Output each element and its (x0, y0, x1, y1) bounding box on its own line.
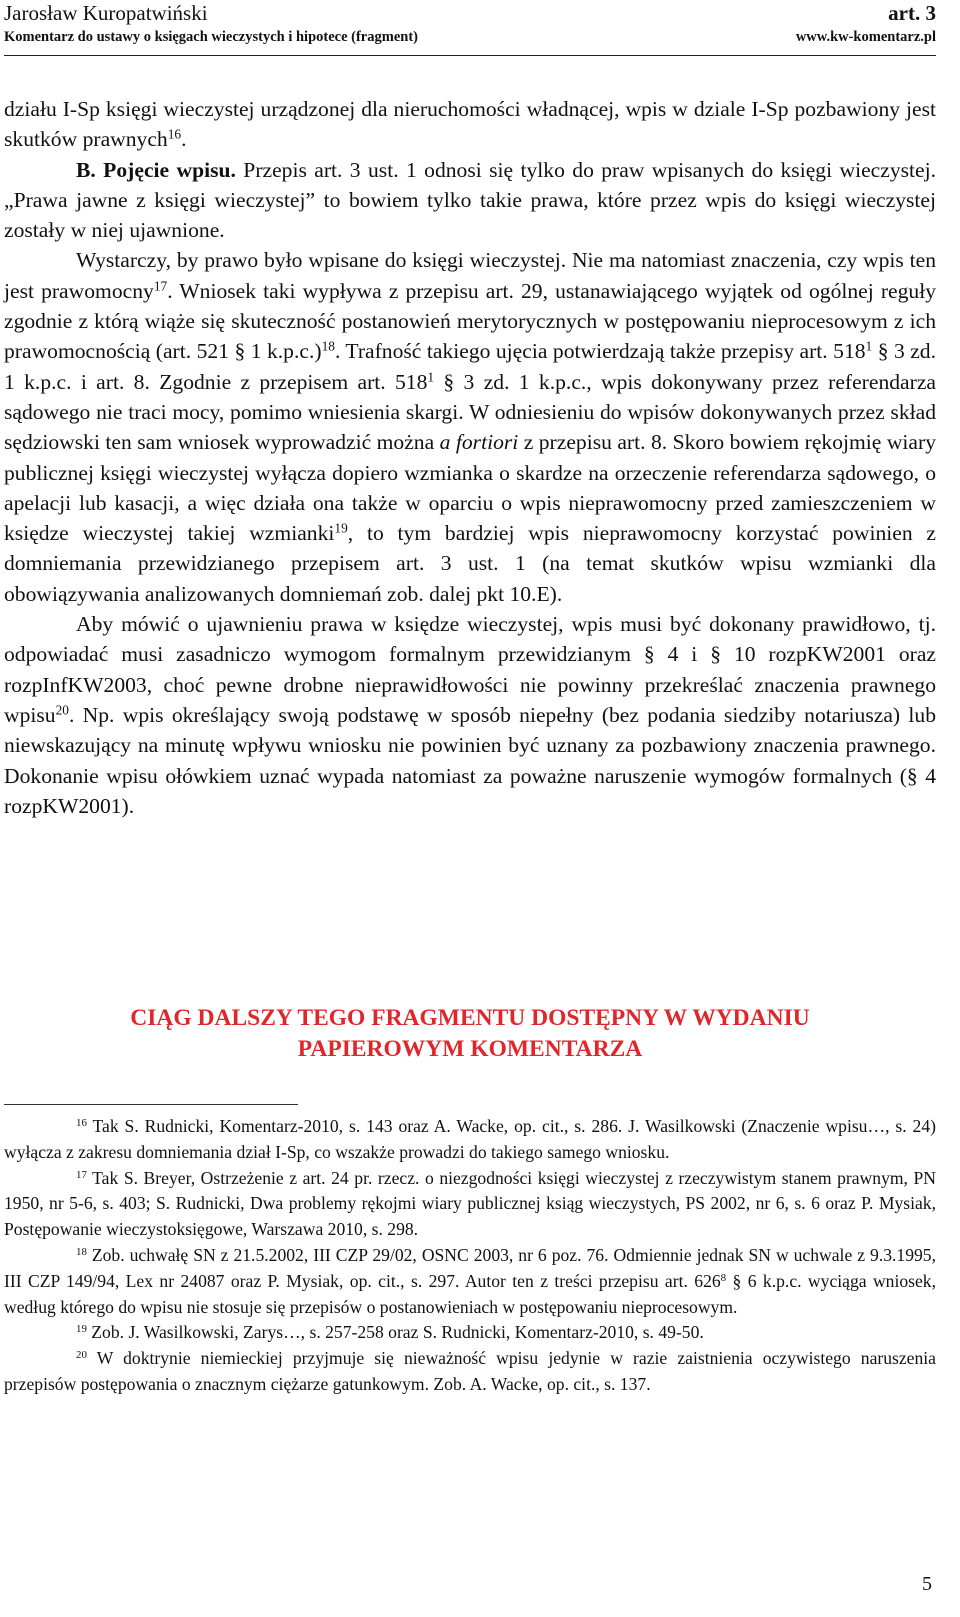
page-number: 5 (922, 1573, 932, 1595)
footnote-ref-17[interactable]: 17 (153, 278, 168, 294)
footnote-number: 19 (76, 1323, 87, 1336)
paragraph-2 (4, 155, 936, 246)
footnote-ref-18[interactable]: 18 (321, 339, 335, 355)
page-header (4, 0, 936, 60)
footnote-20 (4, 1346, 936, 1398)
paragraph-3-text-6: z przepisu art. 8. Skoro bowiem rękojmię wiary publicznej księgi wieczystej wyłącza dopiero wzmianka o skardze na orzeczenie referendarza sądowego, o apelacji lub kasacji, a więc działa ona także w oparciu o wpis nieprawomocny przed zamieszczeniem w księdze wieczystej takiej wzmianki (4, 430, 936, 546)
paragraph-3-text-5: § 3 zd. 1 k.p.c., wpis dokonywany przez referendarza sądowego nie traci mocy, pomimo wniesienia skargi. W odniesieniu do wpisów dokonywanych przez skład sędziowski ten sam wniosek wyprowadzić można (4, 369, 936, 455)
superscript-1b: 1 (427, 369, 435, 385)
paragraph-3-text-7: , to tym bardziej wpis nieprawomocny korzystać powinien z domniemania przewidzianego przepisem art. 3 ust. 1 (na temat skutków wpisu wzmianki dla obowiązywania analizowanych domniemań zob. dalej pkt 10.E). (4, 521, 936, 606)
footnote-16 (4, 1114, 936, 1166)
footnote-text: Tak S. Rudnicki, Komentarz-2010, s. 143 oraz A. Wacke, op. cit., s. 286. J. Wasilkowski (Znaczenie wpisu…, s. 24) wyłącza z zakresu domniemania dział I-Sp, co wszakże prowadzi do takiego samego wniosku. (4, 1116, 936, 1162)
header-book-title: Komentarz do ustawy o księgach wieczystych i hipotece (fragment) (4, 29, 418, 45)
header-right (796, 0, 936, 46)
paragraph-1-text: działu I-Sp księgi wieczystej urządzonej dla nieruchomości władnącej, wpis w dziale I-Sp pozbawiony jest skutków prawnych (4, 97, 936, 152)
footnote-divider (4, 1104, 298, 1105)
footnotes (4, 1114, 936, 1398)
footnote-number: 16 (76, 1117, 87, 1129)
section-heading: B. Pojęcie wpisu. (76, 157, 236, 182)
footnote-text: Zob. uchwałę SN z 21.5.2002, III CZP 29/02, OSNC 2003, nr 6 poz. 76. Odmiennie jednak SN w uchwale z 9.3.1995, III CZP 149/94, Lex nr 24087 oraz P. Mysiak, op. cit., s. 297. Autor ten z treści przepisu art. 626 (4, 1244, 936, 1291)
header-article: art. 3 (888, 1, 936, 25)
footnote-text: Zob. J. Wasilkowski, Zarys…, s. 257-258 oraz S. Rudnicki, Komentarz-2010, s. 49-50. (86, 1322, 704, 1343)
header-url-link[interactable]: www.kw-komentarz.pl (795, 29, 936, 45)
paragraph-3-text-1: Wystarczy, by prawo było wpisane do księgi wieczystej. Nie ma natomiast znaczenia, czy wpis ten jest prawomocny (4, 248, 936, 303)
footnote-number: 20 (76, 1349, 87, 1362)
continuation-line-2: PAPIEROWYM KOMENTARZA (297, 1036, 643, 1062)
footnote-19 (4, 1320, 936, 1346)
paragraph-3-text-2: . Wniosek taki wypływa z przepisu art. 29, ustanawiającego wyjątek od ogólnej reguły zgodnie z którą wiąże się skuteczność postanowień merytorycznych w postępowaniu nieprocesowym z ich prawomocnością (art. 521 § 1 k.p.c.) (4, 278, 936, 364)
italic-phrase: a fortiori (439, 430, 519, 455)
paragraph-4 (4, 609, 936, 821)
footnote-text: W doktrynie niemieckiej przyjmuje się nieważność wpisu jedynie w razie zaistnienia oczywistego naruszenia przepisów postępowania o znacznym ciężarze gatunkowym. Zob. A. Wacke, op. cit., s. 137. (4, 1348, 936, 1394)
footnote-number: 18 (76, 1245, 87, 1258)
paragraph-1-end: . (181, 127, 187, 152)
paragraph-4-text-2: . Np. wpis określający swoją podstawę w sposób niepełny (bez podania siedziby notariusza) lub niewskazujący na minutę wpływu wniosku nie powinien być uznany za pozbawiony znaczenia prawnego. Dokonanie wpisu ołówkiem uznać wypada natomiast za poważne naruszenie wymogów formalnych (§ 4 rozpKW2001). (4, 702, 936, 818)
main-text (4, 94, 936, 821)
paragraph-3 (4, 245, 936, 609)
footnote-ref-19[interactable]: 19 (334, 520, 348, 536)
header-left (4, 0, 418, 46)
continuation-line-1: CIĄG DALSZY TEGO FRAGMENTU DOSTĘPNY W WYDANIU (130, 1005, 810, 1031)
superscript-8: 8 (720, 1271, 727, 1284)
footnote-number: 17 (76, 1168, 87, 1181)
paragraph-1 (4, 94, 936, 155)
footnote-text-2: § 6 k.p.c. wyciąga wniosek, według którego do wpisu nie stosuje się przepisów o postanowieniach w postępowaniu nieprocesowym. (4, 1270, 936, 1317)
footnote-ref-20[interactable]: 20 (55, 702, 69, 718)
footnote-17 (4, 1166, 936, 1243)
paragraph-3-text-3: . Trafność takiego ujęcia potwierdzają także przepisy art. 518 (334, 339, 866, 364)
footnote-text: Tak S. Breyer, Ostrzeżenie z art. 24 pr. rzecz. o niezgodności księgi wieczystej z rzeczywistym stanem prawnym, PN 1950, nr 5-6, s. 403; S. Rudnicki, Dwa problemy rękojmi wiary publicznej ksiąg wieczystych, PS 2002, nr 6, s. 6 oraz P. Mysiak, Postępowanie wieczystoksięgowe, Warszawa 2010, s. 298. (4, 1167, 936, 1240)
header-divider (4, 55, 936, 56)
footnote-18 (4, 1243, 936, 1320)
continuation-notice (4, 1003, 936, 1065)
superscript-1: 1 (865, 339, 873, 355)
footnote-ref-16[interactable]: 16 (167, 126, 182, 142)
paragraph-3-text-4: § 3 zd. 1 k.p.c. i art. 8. Zgodnie z przepisem art. 518 (4, 339, 937, 394)
paragraph-2-text: Przepis art. 3 ust. 1 odnosi się tylko do praw wpisanych do księgi wieczystej. „Prawa jawne z księgi wieczystej” to bowiem tylko takie prawa, które przez wpis do księgi wieczystej zostały w niej ujawnione. (4, 157, 936, 243)
header-author: Jarosław Kuropatwiński (4, 1, 208, 25)
paragraph-4-text-1: Aby mówić o ujawnieniu prawa w księdze wieczystej, wpis musi być dokonany prawidłowo, tj. odpowiadać musi zasadniczo wymogom formalnym przewidzianym § 4 i § 10 rozpKW2001 oraz rozpInfKW2003, choć pewne drobne nieprawidłowości nie powinny przekreślać znaczenia prawnego wpisu (4, 612, 936, 727)
